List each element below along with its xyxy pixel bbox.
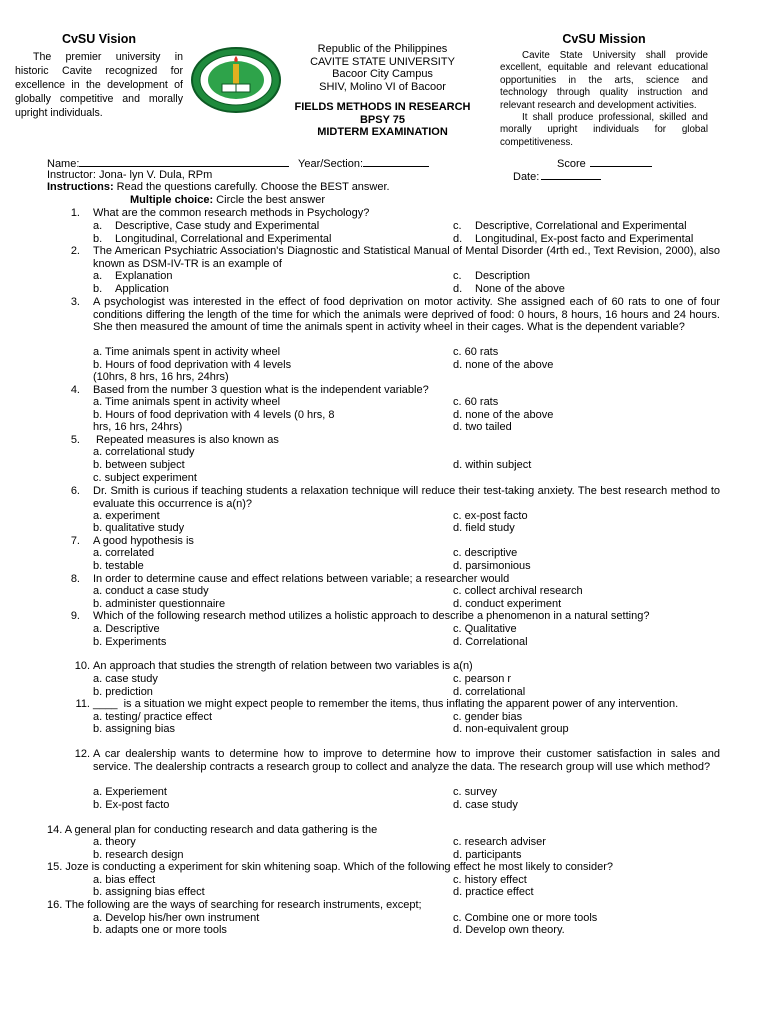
q7-option-c[interactable]: c. descriptive bbox=[453, 547, 518, 559]
q14-option-c[interactable]: c. research adviser bbox=[453, 836, 546, 848]
q12-text: A car dealership wants to determine how to improve to determine how to improve their customer satisfaction in sales and service. The dealership contracts a research group to collect and analyze the data. The research group will use which method? bbox=[93, 748, 720, 773]
q3-option-d[interactable]: d. none of the above bbox=[453, 359, 554, 371]
q5-option-c[interactable]: c. subject experiment bbox=[93, 472, 197, 484]
header-line-1: Republic of the Philippines bbox=[317, 43, 448, 55]
q11-option-a[interactable]: a. testing/ practice effect bbox=[93, 711, 213, 723]
q5-option-a[interactable]: a. correlational study bbox=[93, 446, 195, 458]
q3-option-b-cont: (10hrs, 8 hrs, 16 hrs, 24hrs) bbox=[93, 371, 229, 383]
q1-option-b[interactable]: b. Longitudinal, Correlational and Experimental bbox=[93, 233, 332, 245]
q14-text: 14. A general plan for conducting research and data gathering is the bbox=[47, 824, 378, 836]
q16-option-c[interactable]: c. Combine one or more tools bbox=[453, 912, 598, 924]
q7-number: 7. bbox=[70, 535, 80, 547]
q3-option-c[interactable]: c. 60 rats bbox=[453, 346, 499, 358]
q7-option-a[interactable]: a. correlated bbox=[93, 547, 155, 559]
q4-option-e[interactable]: d. two tailed bbox=[453, 421, 512, 433]
q2-number: 2. bbox=[70, 245, 80, 257]
name-label: Name: bbox=[47, 158, 80, 170]
q12-option-a[interactable]: a. Experiement bbox=[93, 786, 167, 798]
q15-option-b[interactable]: b. assigning bias effect bbox=[93, 886, 205, 898]
q6-number: 6. bbox=[70, 485, 80, 497]
mc-label: Multiple choice: bbox=[130, 194, 214, 206]
q5-number: 5. bbox=[70, 434, 80, 446]
year-section-blank[interactable] bbox=[363, 156, 429, 167]
q9-option-c[interactable]: c. Qualitative bbox=[453, 623, 517, 635]
q10-number: 10. bbox=[74, 660, 90, 672]
q4-number: 4. bbox=[70, 384, 80, 396]
q15-option-c[interactable]: c. history effect bbox=[453, 874, 527, 886]
q12-number: 12. bbox=[74, 748, 90, 760]
name-blank[interactable] bbox=[79, 156, 289, 167]
vision-text: The premier university in historic Cavite recognized for excellence in the development of globally competitive and morally upright individuals. bbox=[15, 51, 183, 119]
q3-option-a[interactable]: a. Time animals spent in activity wheel bbox=[93, 346, 281, 358]
exam-title: MIDTERM EXAMINATION bbox=[317, 126, 448, 138]
q14-option-d[interactable]: d. participants bbox=[453, 849, 522, 861]
header-line-2: CAVITE STATE UNIVERSITY bbox=[310, 55, 455, 68]
q2-option-a[interactable]: a. Explanation bbox=[93, 270, 173, 282]
q11-option-d[interactable]: d. non-equivalent group bbox=[453, 723, 569, 735]
mission-title: CvSU Mission bbox=[562, 32, 646, 46]
vision-block bbox=[15, 32, 183, 120]
q4-option-d[interactable]: d. none of the above bbox=[453, 409, 554, 421]
q11-option-b[interactable]: b. assigning bias bbox=[93, 723, 175, 735]
q12-option-d[interactable]: d. case study bbox=[453, 799, 518, 811]
q15-option-d[interactable]: d. practice effect bbox=[453, 886, 534, 898]
q8-option-a[interactable]: a. conduct a case study bbox=[93, 585, 209, 597]
q10-option-b[interactable]: b. prediction bbox=[93, 686, 153, 698]
q4-option-b[interactable]: b. Hours of food deprivation with 4 levels (0 hrs, 8 bbox=[93, 409, 335, 421]
q5-option-b[interactable]: b. between subject bbox=[93, 459, 185, 471]
q2-text: The American Psychiatric Association's Diagnostic and Statistical Manual of Mental Disorder (4rth ed., Text Revision, 2000), also known as DSM-IV-TR is an example of bbox=[93, 245, 720, 270]
q9-option-b[interactable]: b. Experiments bbox=[93, 636, 167, 648]
q8-text: In order to determine cause and effect relations between variable; a researcher would bbox=[93, 573, 510, 585]
q2-option-b[interactable]: b. Application bbox=[93, 283, 169, 295]
mission-text-1: Cavite State University shall provide excellent, equitable and relevant educational opportunities in the arts, science and technology through quality instruction and relevant research and development activities. bbox=[500, 50, 708, 111]
instructor-line: Instructor: Jona- lyn V. Dula, RPm bbox=[47, 169, 213, 181]
q12-option-b[interactable]: b. Ex-post facto bbox=[93, 799, 170, 811]
q5-text: Repeated measures is also known as bbox=[93, 434, 279, 446]
q16-option-d[interactable]: d. Develop own theory. bbox=[453, 924, 565, 936]
date-label: Date: bbox=[513, 171, 540, 183]
q3-text: A psychologist was interested in the effect of food deprivation on motor activity. She assigned each of 60 rats to one of four conditions differing the length of the time for which the animals were deprived of food: 0 hours, 8 hours, 16 hours and 24 hours. She then measured the amount of time the animals spent in activity wheel in their cages. What is the dependent variable? bbox=[93, 296, 720, 333]
q11-number: 11. bbox=[75, 698, 90, 710]
q7-option-b[interactable]: b. testable bbox=[93, 560, 144, 572]
header-line-3: Bacoor City Campus bbox=[332, 68, 433, 80]
q6-option-a[interactable]: a. experiment bbox=[93, 510, 160, 522]
q9-option-d[interactable]: d. Correlational bbox=[453, 636, 528, 648]
q16-text: 16. The following are the ways of searching for research instruments, except; bbox=[47, 899, 422, 911]
score-blank[interactable] bbox=[590, 156, 652, 167]
instructions-label: Instructions: bbox=[47, 181, 114, 193]
q10-option-d[interactable]: d. correlational bbox=[453, 686, 526, 698]
q11-option-c[interactable]: c. gender bias bbox=[453, 711, 523, 723]
q9-option-a[interactable]: a. Descriptive bbox=[93, 623, 160, 635]
q3-option-b[interactable]: b. Hours of food deprivation with 4 levels bbox=[93, 359, 292, 371]
header-line-4: SHIV, Molino VI of Bacoor bbox=[319, 80, 446, 93]
q6-text: Dr. Smith is curious if teaching students a relaxation technique will reduce their test-taking anxiety. The best research method to evaluate this occurrence is a(n)? bbox=[93, 485, 720, 510]
q8-number: 8. bbox=[70, 573, 80, 585]
name-field[interactable] bbox=[47, 156, 289, 170]
q7-option-d[interactable]: d. parsimonious bbox=[453, 560, 531, 572]
instructions-text: Read the questions carefully. Choose the BEST answer. bbox=[113, 181, 390, 193]
q10-option-c[interactable]: c. pearson r bbox=[453, 673, 512, 685]
q10-text: An approach that studies the strength of relation between two variables is a(n) bbox=[93, 660, 473, 672]
q4-option-c[interactable]: c. 60 rats bbox=[453, 396, 499, 408]
q10-option-a[interactable]: a. case study bbox=[93, 673, 158, 685]
course-title: FIELDS METHODS IN RESEARCH bbox=[294, 101, 471, 113]
university-header bbox=[280, 43, 485, 139]
instructions bbox=[47, 181, 390, 193]
q6-option-d[interactable]: d. field study bbox=[453, 522, 515, 534]
q1-option-a[interactable]: a. Descriptive, Case study and Experimental bbox=[93, 220, 320, 232]
q15-text: 15. Joze is conducting a experiment for skin whitening soap. Which of the following effect he most likely to consider? bbox=[47, 861, 613, 873]
multiple-choice-heading bbox=[130, 194, 325, 206]
q9-text: Which of the following research method utilizes a holistic approach to describe a phenomenon in a natural setting? bbox=[93, 610, 650, 622]
q2-option-c[interactable]: c. Description bbox=[453, 270, 531, 282]
year-section-field[interactable] bbox=[298, 156, 429, 170]
q11-text: ____ is a situation we might expect people to remember the items, thus inflating the apparent power of any intervention. bbox=[93, 698, 679, 710]
q8-option-b[interactable]: b. administer questionnaire bbox=[93, 598, 226, 610]
score-field[interactable] bbox=[557, 156, 652, 170]
date-blank[interactable] bbox=[541, 169, 601, 180]
course-code: BPSY 75 bbox=[359, 113, 406, 126]
q16-option-b[interactable]: b. adapts one or more tools bbox=[93, 924, 227, 936]
q8-option-d[interactable]: d. conduct experiment bbox=[453, 598, 562, 610]
q6-option-c[interactable]: c. ex-post facto bbox=[453, 510, 528, 522]
year-section-label: Year/Section: bbox=[298, 158, 364, 170]
q2-option-d[interactable]: d. None of the above bbox=[453, 283, 565, 295]
q4-text: Based from the number 3 question what is the independent variable? bbox=[93, 384, 429, 396]
q4-option-a[interactable]: a. Time animals spent in activity wheel bbox=[93, 396, 281, 408]
mc-text: Circle the best answer bbox=[213, 194, 326, 206]
score-label: Score bbox=[557, 158, 586, 170]
university-seal-icon bbox=[190, 46, 282, 114]
q5-option-d[interactable]: d. within subject bbox=[453, 459, 532, 471]
q6-option-b[interactable]: b. qualitative study bbox=[93, 522, 185, 534]
date-field[interactable] bbox=[513, 169, 601, 183]
q9-number: 9. bbox=[70, 610, 80, 622]
q15-option-a[interactable]: a. bias effect bbox=[93, 874, 156, 886]
q4-option-b-cont: hrs, 16 hrs, 24hrs) bbox=[93, 421, 183, 433]
mission-block bbox=[500, 32, 708, 148]
q12-option-c[interactable]: c. survey bbox=[453, 786, 498, 798]
q16-option-a[interactable]: a. Develop his/her own instrument bbox=[93, 912, 260, 924]
q14-option-b[interactable]: b. research design bbox=[93, 849, 184, 861]
q1-option-d[interactable]: d. Longitudinal, Ex-post facto and Experimental bbox=[453, 233, 694, 245]
q3-number: 3. bbox=[70, 296, 80, 308]
q8-option-c[interactable]: c. collect archival research bbox=[453, 585, 583, 597]
mission-text-2: It shall produce professional, skilled and morally upright individuals for global competitiveness. bbox=[500, 112, 708, 148]
q1-option-c[interactable]: c. Descriptive, Correlational and Experimental bbox=[453, 220, 687, 232]
q1-number: 1. bbox=[70, 207, 80, 219]
q1-text: What are the common research methods in Psychology? bbox=[93, 207, 370, 219]
q7-text: A good hypothesis is bbox=[93, 535, 194, 547]
vision-title: CvSU Vision bbox=[61, 32, 137, 46]
q14-option-a[interactable]: a. theory bbox=[93, 836, 136, 848]
